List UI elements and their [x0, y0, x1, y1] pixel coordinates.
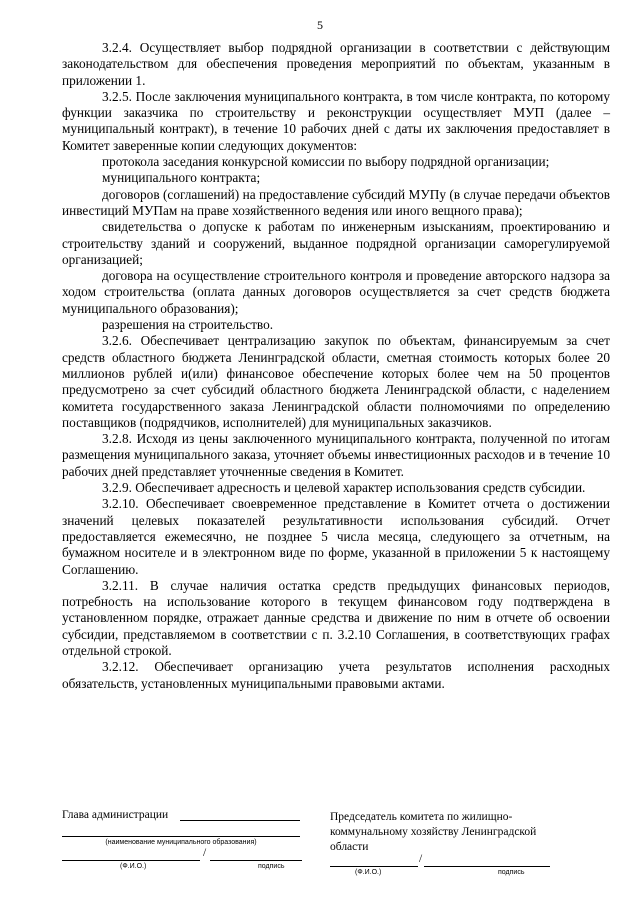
- right-signatory-title: Председатель комитета по жилищно-коммунальному хозяйству Ленинградской области: [330, 811, 537, 853]
- paragraph: 3.2.12. Обеспечивает организацию учета результатов исполнения расходных обязательств, установленных муниципальными правовыми актами.: [62, 659, 610, 691]
- document-body: [62, 40, 610, 692]
- municipality-caption: (наименование муниципального образования): [105, 839, 257, 846]
- left-fio-line: [62, 860, 200, 861]
- paragraph: договора на осуществление строительного контроля и проведение авторского надзора за ходом строительства (оплата данных договоров осуществляется за счет средств бюджета муниципального образования);: [62, 268, 610, 316]
- left-slash: /: [203, 847, 207, 859]
- paragraph: 3.2.5. После заключения муниципального контракта, в том числе контракта, по которому функции заказчика по строительству и реконструкции осуществляет МУП (далее – муниципальный контракт), в течение 10 рабочих дней с даты их заключения предоставляет в Комитет заверенные копии следующих документов:: [62, 88, 610, 153]
- paragraph: 3.2.9. Обеспечивает адресность и целевой характер использования средств субсидии.: [102, 480, 586, 496]
- paragraph: 3.2.4. Осуществляет выбор подрядной организации в соответствии с действующим законодательством для обеспечения проведения мероприятий по объектам, указанным в приложении 1.: [62, 40, 610, 88]
- left-sign-caption: подпись: [258, 863, 285, 870]
- paragraph: протокола заседания конкурсной комиссии по выбору подрядной организации;: [102, 154, 550, 170]
- right-fio-line: [330, 866, 418, 867]
- left-signatory-title: Глава администрации: [62, 809, 169, 821]
- right-sign-caption: подпись: [498, 869, 525, 876]
- paragraph: 3.2.10. Обеспечивает своевременное представление в Комитет отчета о достижении значений целевых показателей результативности использования субсидий. Отчет предоставляется ежемесячно, не позднее 5 числа месяца, следующего за отчетным, на бумажном носителе и в электронном виде по форме, указанной в приложении 5 к настоящему Соглашению.: [62, 496, 610, 577]
- page-number: 5: [317, 18, 323, 32]
- paragraph: 3.2.8. Исходя из цены заключенного муниципального контракта, полученной по итогам размещения муниципального заказа, уточняет объемы инвестиционных расходов и в течение 10 рабочих дней представляет уточненные сведения в Комитет.: [62, 431, 610, 479]
- paragraph: свидетельства о допуске к работам по инженерным изысканиям, проектированию и строительству зданий и сооружений, выданное подрядной организации саморегулируемой организацией;: [62, 219, 610, 267]
- left-title-line: [180, 820, 300, 821]
- right-slash: /: [419, 853, 423, 865]
- left-sign-line: [210, 860, 302, 861]
- paragraph: муниципального контракта;: [102, 170, 261, 186]
- right-sign-line: [424, 866, 550, 867]
- paragraph: разрешения на строительство.: [102, 317, 274, 333]
- municipality-line: [62, 836, 300, 837]
- paragraph: 3.2.6. Обеспечивает централизацию закупок по объектам, финансируемым за счет средств областного бюджета Ленинградской области, сметная стоимость которых более 20 миллионов рублей и(или) финансовое обеспечение которых более чем на 50 процентов предусмотрено за счет субсидий областного бюджета Ленинградской области, с наделением комитета государственного заказа Ленинградской области полномочиями по определению поставщиков (подрядчиков, исполнителей) для муниципальных заказчиков.: [62, 333, 610, 430]
- paragraph: 3.2.11. В случае наличия остатка средств предыдущих финансовых периодов, потребность на использование которого в текущем финансовом году подтверждена в установленном порядке, отражает данные средства и движение по ним в отчете об освоении субсидии, представляемом в соответствии с п. 3.2.10 Соглашения, в соответствующих графах отдельной строкой.: [62, 577, 610, 658]
- right-fio-caption: (Ф.И.О.): [355, 869, 382, 876]
- paragraph: договоров (соглашений) на предоставление субсидий МУПу (в случае передачи объектов инвестиций МУПам на праве хозяйственного ведения или иного вещного права);: [62, 186, 610, 218]
- left-fio-caption: (Ф.И.О.): [120, 863, 147, 870]
